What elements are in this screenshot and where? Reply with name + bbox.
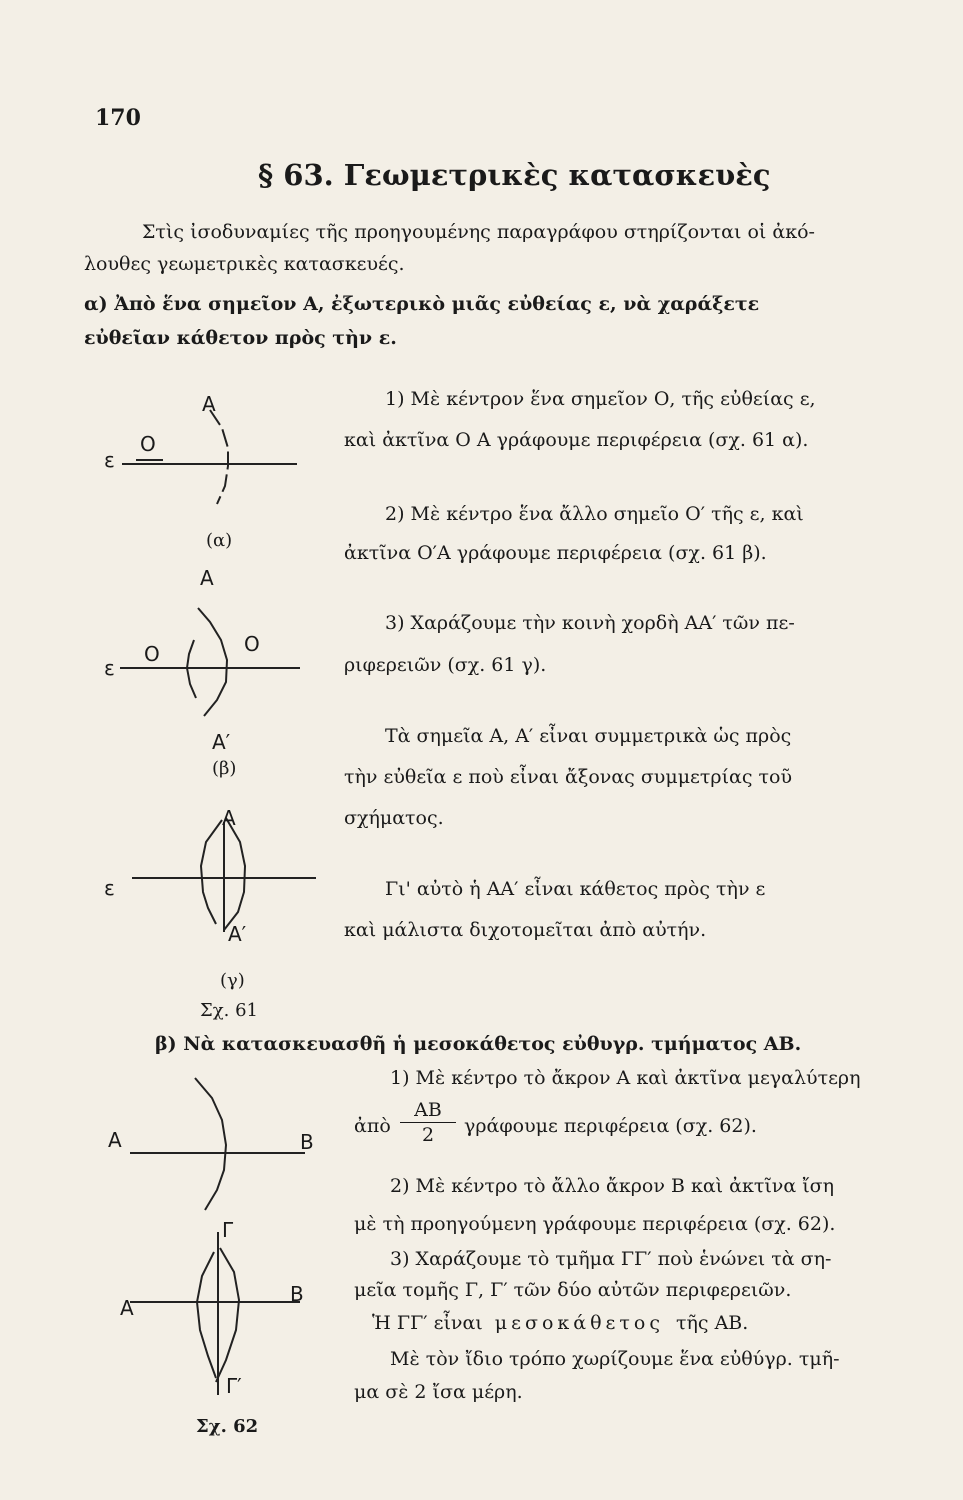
fig61c-caption: (γ) <box>220 970 245 991</box>
fig61-caption: Σχ. 61 <box>200 1000 258 1021</box>
fig61b-label-a2: A′ <box>212 730 231 754</box>
fig61c-label-a: A <box>222 806 236 830</box>
symmetry-line-3: σχήματος. <box>344 807 444 829</box>
fig61-a <box>122 410 297 504</box>
step-a-3-line-2: ριφερειῶν (σχ. 61 γ). <box>344 654 547 676</box>
fig61b-label-o: O <box>144 642 160 666</box>
mesokathetos-suffix: τῆς ΑΒ. <box>676 1312 749 1334</box>
step-b-1-apo: ἀπὸ <box>354 1115 391 1137</box>
fig62-bottom-arc-1 <box>216 1248 239 1382</box>
step-b-3-line-2: μεῖα τομῆς Γ, Γ′ τῶν δύο αὐτῶν περιφερειῶν. <box>354 1279 792 1301</box>
fig61a-label-o: O <box>140 432 156 456</box>
fig61a-arc <box>210 410 228 504</box>
fig61b-arc-1 <box>198 608 227 716</box>
step-b-2-line-2: μὲ τὴ προηγούμενη γράφουμε περιφέρεια (σχ. 62). <box>354 1213 836 1235</box>
fig62-caption: Σχ. 62 <box>196 1416 259 1437</box>
problem-a-line-2: εὐθεῖαν κάθετον πρὸς τὴν ε. <box>84 327 397 349</box>
fig61b-label-o2: O <box>244 632 260 656</box>
fig61a-label-a: A <box>202 392 216 416</box>
step-a-3-line-1: 3) Χαράζουμε τὴν κοινὴ χορδὴ ΑΑ′ τῶν πε- <box>385 612 795 634</box>
fig62-label-a: A <box>108 1128 122 1152</box>
fig62-bottom <box>130 1232 300 1395</box>
step-b-3-line-1: 3) Χαράζουμε τὸ τμῆμα ΓΓ′ ποὺ ἑνώνει τὰ ση- <box>390 1248 832 1270</box>
step-b-1-line-1: 1) Μὲ κέντρο τὸ ἄκρον Α καὶ ἀκτῖνα μεγαλύτερη <box>390 1067 861 1089</box>
fig61c-arc-2 <box>201 820 222 924</box>
conclusion-line-2: καὶ μάλιστα διχοτομεῖται ἀπὸ αὐτήν. <box>344 919 707 941</box>
fig62-label-b: B <box>300 1130 314 1154</box>
step-a-2-line-2: ἀκτῖνα Ο′Α γράφουμε περιφέρεια (σχ. 61 β). <box>344 542 767 564</box>
fraction-numerator: AB <box>400 1098 456 1123</box>
section-heading: § 63. Γεωμετρικὲς κατασκευὲς <box>258 158 771 192</box>
mesokathetos-prefix: Ἡ ΓΓ′ εἶναι <box>372 1312 483 1334</box>
fig62-top-arc <box>195 1078 226 1210</box>
fig61a-caption: (α) <box>206 530 233 551</box>
conclusion-line-1: Γι' αὐτὸ ἡ ΑΑ′ εἶναι κάθετος πρὸς τὴν ε <box>385 878 766 900</box>
fig62-label-a-2: A <box>120 1296 134 1320</box>
intro-line-2: λουθες γεωμετρικὲς κατασκευές. <box>84 253 405 275</box>
problem-b: β) Νὰ κατασκευασθῆ ἡ μεσοκάθετος εὐθυγρ. τμήματος ΑΒ. <box>155 1033 802 1055</box>
fig62-label-g: Γ <box>222 1218 234 1242</box>
step-a-2-line-1: 2) Μὲ κέντρο ἕνα ἄλλο σημεῖο Ο′ τῆς ε, καὶ <box>385 503 804 525</box>
fig61c-arc-1 <box>224 818 245 930</box>
remark-line-2: μα σὲ 2 ἴσα μέρη. <box>354 1381 523 1403</box>
fig61c-label-e: ε <box>104 876 115 900</box>
fig62-top <box>130 1078 305 1210</box>
mesokathetos-term: μεσοκάθετος <box>494 1312 664 1334</box>
fraction-denominator: 2 <box>421 1124 435 1146</box>
fig61c-label-a2: A′ <box>228 922 247 946</box>
fig62-bottom-arc-2 <box>197 1252 216 1378</box>
step-a-1-line-1: 1) Μὲ κέντρον ἕνα σημεῖον Ο, τῆς εὐθείας ε, <box>385 388 816 410</box>
problem-a-line-1: α) Ἀπὸ ἕνα σημεῖον Α, ἐξωτερικὸ μιᾶς εὐθείας ε, νὰ χαράξετε <box>84 293 760 315</box>
fig61-c <box>132 818 316 932</box>
step-a-1-line-2: καὶ ἀκτῖνα Ο Α γράφουμε περιφέρεια (σχ. 61 α). <box>344 429 809 451</box>
page-number: 170 <box>95 105 141 131</box>
fig61b-label-a: A <box>200 566 214 590</box>
remark-line-1: Μὲ τὸν ἴδιο τρόπο χωρίζουμε ἕνα εὐθύγρ. τμῆ- <box>390 1348 840 1370</box>
step-b-2-line-1: 2) Μὲ κέντρο τὸ ἄλλο ἄκρον Β καὶ ἀκτῖνα ἴση <box>390 1175 835 1197</box>
fig61b-label-e: ε <box>104 656 115 680</box>
fig61a-label-e: ε <box>104 448 115 472</box>
symmetry-line-2: τὴν εὐθεῖα ε ποὺ εἶναι ἄξονας συμμετρίας τοῦ <box>344 766 793 788</box>
fig61b-caption: (β) <box>212 758 237 779</box>
step-b-1-line-2: γράφουμε περιφέρεια (σχ. 62). <box>464 1115 757 1137</box>
intro-line-1: Στὶς ἰσοδυναμίες τῆς προηγουμένης παραγράφου στηρίζονται οἱ ἀκό- <box>142 221 815 243</box>
fig62-label-b-2: B <box>290 1282 304 1306</box>
fig62-label-g2: Γ′ <box>226 1374 242 1398</box>
symmetry-line-1: Τὰ σημεῖα Α, Α′ εἶναι συμμετρικὰ ὡς πρὸς <box>385 725 792 747</box>
